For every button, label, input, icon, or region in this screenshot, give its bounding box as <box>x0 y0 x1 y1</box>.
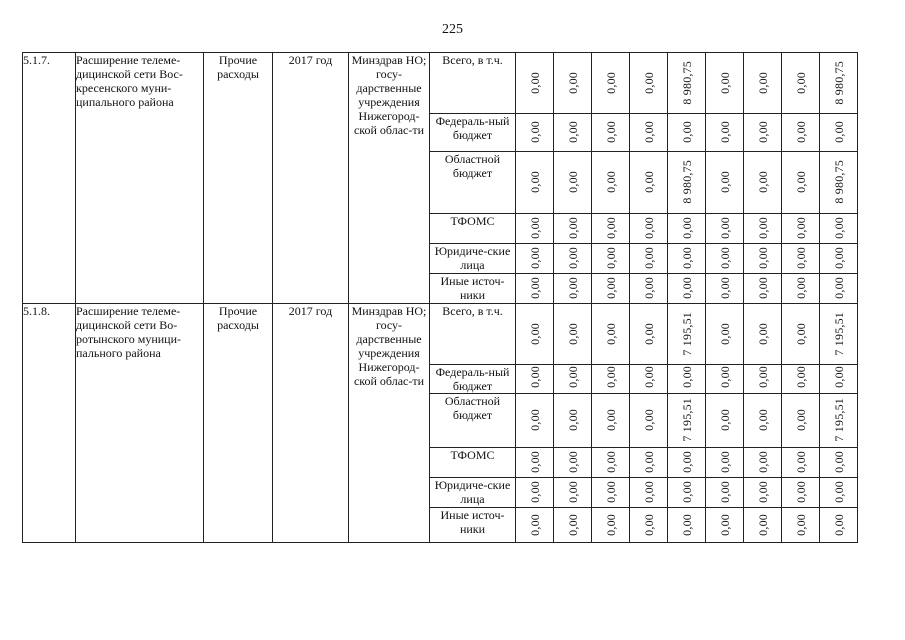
funding-source: Федераль-ный бюджет <box>430 114 516 152</box>
amount-value: 0,00 <box>717 71 732 94</box>
amount-cell <box>820 214 858 244</box>
amount-cell <box>820 152 858 214</box>
amount-cell <box>516 214 554 244</box>
amount-value: 8 980,75 <box>831 160 846 204</box>
amount-cell <box>630 114 668 152</box>
budget-table <box>22 52 858 543</box>
amount-value: 0,00 <box>527 121 542 143</box>
amount-cell <box>820 508 858 543</box>
amount-value: 0,00 <box>565 366 580 388</box>
amount-value: 0,00 <box>641 71 656 94</box>
amount-cell <box>782 53 820 114</box>
amount-value: 0,00 <box>679 217 694 239</box>
amount-cell <box>744 274 782 304</box>
amount-cell <box>592 214 630 244</box>
amount-cell <box>668 448 706 478</box>
amount-value: 0,00 <box>603 121 618 143</box>
amount-cell <box>706 478 744 508</box>
amount-value: 0,00 <box>641 247 656 269</box>
amount-cell <box>630 508 668 543</box>
amount-value: 0,00 <box>641 277 656 299</box>
item-year: 2017 год <box>273 53 349 304</box>
amount-cell <box>668 508 706 543</box>
amount-value: 0,00 <box>793 366 808 388</box>
amount-cell <box>516 508 554 543</box>
amount-value: 0,00 <box>755 409 770 431</box>
amount-value: 0,00 <box>755 451 770 473</box>
amount-value: 0,00 <box>793 322 808 345</box>
amount-cell <box>630 365 668 394</box>
amount-cell <box>630 274 668 304</box>
amount-value: 0,00 <box>793 71 808 94</box>
amount-value: 0,00 <box>565 71 580 94</box>
amount-value: 0,00 <box>717 366 732 388</box>
amount-cell <box>592 274 630 304</box>
amount-cell <box>630 304 668 365</box>
amount-cell <box>744 114 782 152</box>
amount-value: 0,00 <box>717 322 732 345</box>
amount-value: 8 980,75 <box>831 60 846 105</box>
amount-cell <box>820 274 858 304</box>
amount-cell <box>516 478 554 508</box>
amount-value: 0,00 <box>565 277 580 299</box>
amount-value: 0,00 <box>717 481 732 503</box>
amount-value: 0,00 <box>831 277 846 299</box>
amount-value: 0,00 <box>793 171 808 193</box>
amount-cell <box>554 478 592 508</box>
amount-value: 0,00 <box>603 481 618 503</box>
amount-cell <box>554 53 592 114</box>
amount-cell <box>706 244 744 274</box>
amount-cell <box>592 304 630 365</box>
amount-value: 0,00 <box>793 121 808 143</box>
amount-cell <box>706 114 744 152</box>
amount-value: 0,00 <box>793 409 808 431</box>
amount-cell <box>706 53 744 114</box>
amount-value: 0,00 <box>755 217 770 239</box>
amount-value: 0,00 <box>527 409 542 431</box>
amount-cell <box>744 448 782 478</box>
amount-cell <box>782 478 820 508</box>
amount-value: 0,00 <box>679 481 694 503</box>
funding-source: ТФОМС <box>430 448 516 478</box>
amount-cell <box>592 478 630 508</box>
amount-cell <box>592 53 630 114</box>
amount-cell <box>782 214 820 244</box>
amount-cell <box>630 244 668 274</box>
funding-source: Федераль-ный бюджет <box>430 365 516 394</box>
amount-value: 0,00 <box>527 71 542 94</box>
amount-cell <box>668 478 706 508</box>
amount-value: 0,00 <box>755 277 770 299</box>
funding-source: Областной бюджет <box>430 152 516 214</box>
amount-value: 0,00 <box>603 366 618 388</box>
amount-cell <box>516 152 554 214</box>
amount-value: 0,00 <box>679 277 694 299</box>
amount-value: 0,00 <box>565 409 580 431</box>
amount-cell <box>668 365 706 394</box>
amount-cell <box>820 394 858 448</box>
amount-cell <box>592 508 630 543</box>
amount-value: 0,00 <box>679 513 694 536</box>
amount-value: 0,00 <box>603 277 618 299</box>
amount-value: 0,00 <box>603 513 618 536</box>
amount-cell <box>554 394 592 448</box>
amount-value: 0,00 <box>755 322 770 345</box>
amount-value: 7 195,51 <box>679 311 694 356</box>
amount-cell <box>630 152 668 214</box>
amount-value: 0,00 <box>641 513 656 536</box>
amount-cell <box>820 244 858 274</box>
amount-cell <box>516 365 554 394</box>
amount-value: 0,00 <box>603 71 618 94</box>
amount-value: 0,00 <box>527 322 542 345</box>
funding-source: Иные источ-ники <box>430 274 516 304</box>
item-name: Расширение телеме-дицинской сети Вос-кресенского муни-ципального района <box>76 53 204 304</box>
amount-value: 0,00 <box>755 366 770 388</box>
amount-value: 0,00 <box>641 481 656 503</box>
amount-value: 0,00 <box>793 277 808 299</box>
amount-value: 0,00 <box>793 481 808 503</box>
amount-value: 0,00 <box>527 277 542 299</box>
amount-value: 0,00 <box>565 121 580 143</box>
amount-cell <box>744 508 782 543</box>
amount-cell <box>782 448 820 478</box>
amount-cell <box>630 448 668 478</box>
amount-value: 0,00 <box>717 171 732 193</box>
amount-cell <box>820 478 858 508</box>
amount-value: 0,00 <box>831 513 846 536</box>
amount-value: 0,00 <box>755 481 770 503</box>
amount-value: 0,00 <box>755 247 770 269</box>
amount-value: 0,00 <box>679 366 694 388</box>
amount-value: 0,00 <box>641 171 656 193</box>
amount-cell <box>516 448 554 478</box>
amount-value: 0,00 <box>793 217 808 239</box>
amount-value: 0,00 <box>717 247 732 269</box>
amount-value: 0,00 <box>641 409 656 431</box>
amount-value: 0,00 <box>641 451 656 473</box>
funding-source: Иные источ-ники <box>430 508 516 543</box>
amount-value: 0,00 <box>755 121 770 143</box>
amount-cell <box>668 53 706 114</box>
amount-value: 0,00 <box>755 171 770 193</box>
amount-value: 0,00 <box>793 513 808 536</box>
amount-cell <box>516 304 554 365</box>
item-number: 5.1.7. <box>23 53 76 304</box>
amount-value: 0,00 <box>565 451 580 473</box>
amount-value: 0,00 <box>565 322 580 345</box>
amount-value: 0,00 <box>603 322 618 345</box>
amount-value: 0,00 <box>755 71 770 94</box>
amount-cell <box>516 394 554 448</box>
amount-value: 0,00 <box>679 451 694 473</box>
amount-cell <box>706 508 744 543</box>
amount-value: 0,00 <box>565 217 580 239</box>
amount-value: 0,00 <box>831 217 846 239</box>
amount-value: 0,00 <box>565 481 580 503</box>
amount-value: 0,00 <box>641 366 656 388</box>
funding-source: Юридиче-ские лица <box>430 244 516 274</box>
amount-value: 0,00 <box>831 481 846 503</box>
amount-cell <box>516 114 554 152</box>
amount-value: 0,00 <box>641 217 656 239</box>
amount-cell <box>630 53 668 114</box>
amount-value: 0,00 <box>717 409 732 431</box>
amount-cell <box>782 508 820 543</box>
amount-cell <box>820 114 858 152</box>
amount-cell <box>630 214 668 244</box>
amount-cell <box>706 448 744 478</box>
amount-value: 0,00 <box>717 277 732 299</box>
funding-source: Юридиче-ские лица <box>430 478 516 508</box>
amount-cell <box>668 274 706 304</box>
item-year: 2017 год <box>273 304 349 543</box>
amount-cell <box>668 114 706 152</box>
amount-value: 0,00 <box>603 247 618 269</box>
amount-value: 0,00 <box>641 121 656 143</box>
amount-cell <box>592 244 630 274</box>
amount-cell <box>554 214 592 244</box>
amount-cell <box>592 448 630 478</box>
amount-value: 0,00 <box>793 247 808 269</box>
amount-value: 0,00 <box>527 451 542 473</box>
amount-cell <box>516 53 554 114</box>
amount-value: 0,00 <box>527 513 542 536</box>
amount-value: 7 195,51 <box>831 398 846 442</box>
amount-cell <box>592 114 630 152</box>
amount-value: 0,00 <box>527 247 542 269</box>
amount-cell <box>744 365 782 394</box>
amount-cell <box>706 365 744 394</box>
amount-value: 0,00 <box>565 513 580 536</box>
funding-source: ТФОМС <box>430 214 516 244</box>
amount-cell <box>744 53 782 114</box>
amount-value: 7 195,51 <box>831 311 846 356</box>
amount-value: 0,00 <box>717 451 732 473</box>
amount-value: 0,00 <box>565 171 580 193</box>
amount-cell <box>820 365 858 394</box>
amount-cell <box>744 394 782 448</box>
amount-cell <box>744 214 782 244</box>
amount-cell <box>554 244 592 274</box>
amount-cell <box>820 53 858 114</box>
amount-value: 0,00 <box>527 171 542 193</box>
amount-cell <box>782 394 820 448</box>
amount-cell <box>744 478 782 508</box>
amount-cell <box>744 304 782 365</box>
amount-value: 0,00 <box>527 481 542 503</box>
amount-value: 0,00 <box>603 451 618 473</box>
amount-value: 0,00 <box>603 217 618 239</box>
amount-cell <box>630 394 668 448</box>
amount-cell <box>554 152 592 214</box>
expense-type: Прочие расходы <box>204 304 273 543</box>
amount-cell <box>516 244 554 274</box>
amount-value: 0,00 <box>793 451 808 473</box>
amount-cell <box>782 274 820 304</box>
expense-type: Прочие расходы <box>204 53 273 304</box>
amount-cell <box>516 274 554 304</box>
amount-value: 0,00 <box>641 322 656 345</box>
amount-cell <box>782 244 820 274</box>
amount-cell <box>706 304 744 365</box>
table-row <box>23 53 858 114</box>
amount-value: 0,00 <box>831 366 846 388</box>
item-name: Расширение телеме-дицинской сети Во-ротынского муници-пального района <box>76 304 204 543</box>
item-executor: Минздрав НО; госу-дарственные учреждения Нижегород-ской облас-ти <box>349 304 430 543</box>
amount-cell <box>782 114 820 152</box>
amount-cell <box>820 304 858 365</box>
amount-cell <box>668 244 706 274</box>
amount-value: 0,00 <box>831 247 846 269</box>
amount-cell <box>706 214 744 244</box>
item-number: 5.1.8. <box>23 304 76 543</box>
amount-cell <box>554 365 592 394</box>
amount-value: 0,00 <box>527 366 542 388</box>
amount-cell <box>554 114 592 152</box>
amount-cell <box>554 448 592 478</box>
amount-cell <box>706 394 744 448</box>
amount-cell <box>592 394 630 448</box>
budget-table-body <box>23 53 858 543</box>
amount-value: 0,00 <box>603 171 618 193</box>
amount-cell <box>668 214 706 244</box>
amount-value: 0,00 <box>717 121 732 143</box>
amount-cell <box>744 152 782 214</box>
amount-cell <box>592 365 630 394</box>
amount-value: 8 980,75 <box>679 60 694 105</box>
amount-value: 8 980,75 <box>679 160 694 204</box>
amount-value: 0,00 <box>717 217 732 239</box>
amount-cell <box>668 304 706 365</box>
amount-value: 0,00 <box>831 451 846 473</box>
funding-source: Всего, в т.ч. <box>430 304 516 365</box>
amount-value: 7 195,51 <box>679 398 694 442</box>
amount-cell <box>820 448 858 478</box>
amount-cell <box>782 304 820 365</box>
amount-cell <box>592 152 630 214</box>
amount-cell <box>554 304 592 365</box>
amount-cell <box>744 244 782 274</box>
funding-source: Областной бюджет <box>430 394 516 448</box>
item-executor: Минздрав НО; госу-дарственные учреждения Нижегород-ской облас-ти <box>349 53 430 304</box>
amount-value: 0,00 <box>527 217 542 239</box>
amount-value: 0,00 <box>717 513 732 536</box>
amount-cell <box>668 394 706 448</box>
amount-value: 0,00 <box>755 513 770 536</box>
funding-source: Всего, в т.ч. <box>430 53 516 114</box>
amount-cell <box>782 365 820 394</box>
amount-cell <box>706 152 744 214</box>
amount-value: 0,00 <box>565 247 580 269</box>
amount-cell <box>554 508 592 543</box>
page-number: 225 <box>442 22 463 37</box>
amount-cell <box>630 478 668 508</box>
amount-cell <box>782 152 820 214</box>
amount-value: 0,00 <box>603 409 618 431</box>
amount-value: 0,00 <box>831 121 846 143</box>
amount-cell <box>668 152 706 214</box>
amount-value: 0,00 <box>679 247 694 269</box>
amount-cell <box>706 274 744 304</box>
amount-value: 0,00 <box>679 121 694 143</box>
amount-cell <box>554 274 592 304</box>
table-row <box>23 304 858 365</box>
